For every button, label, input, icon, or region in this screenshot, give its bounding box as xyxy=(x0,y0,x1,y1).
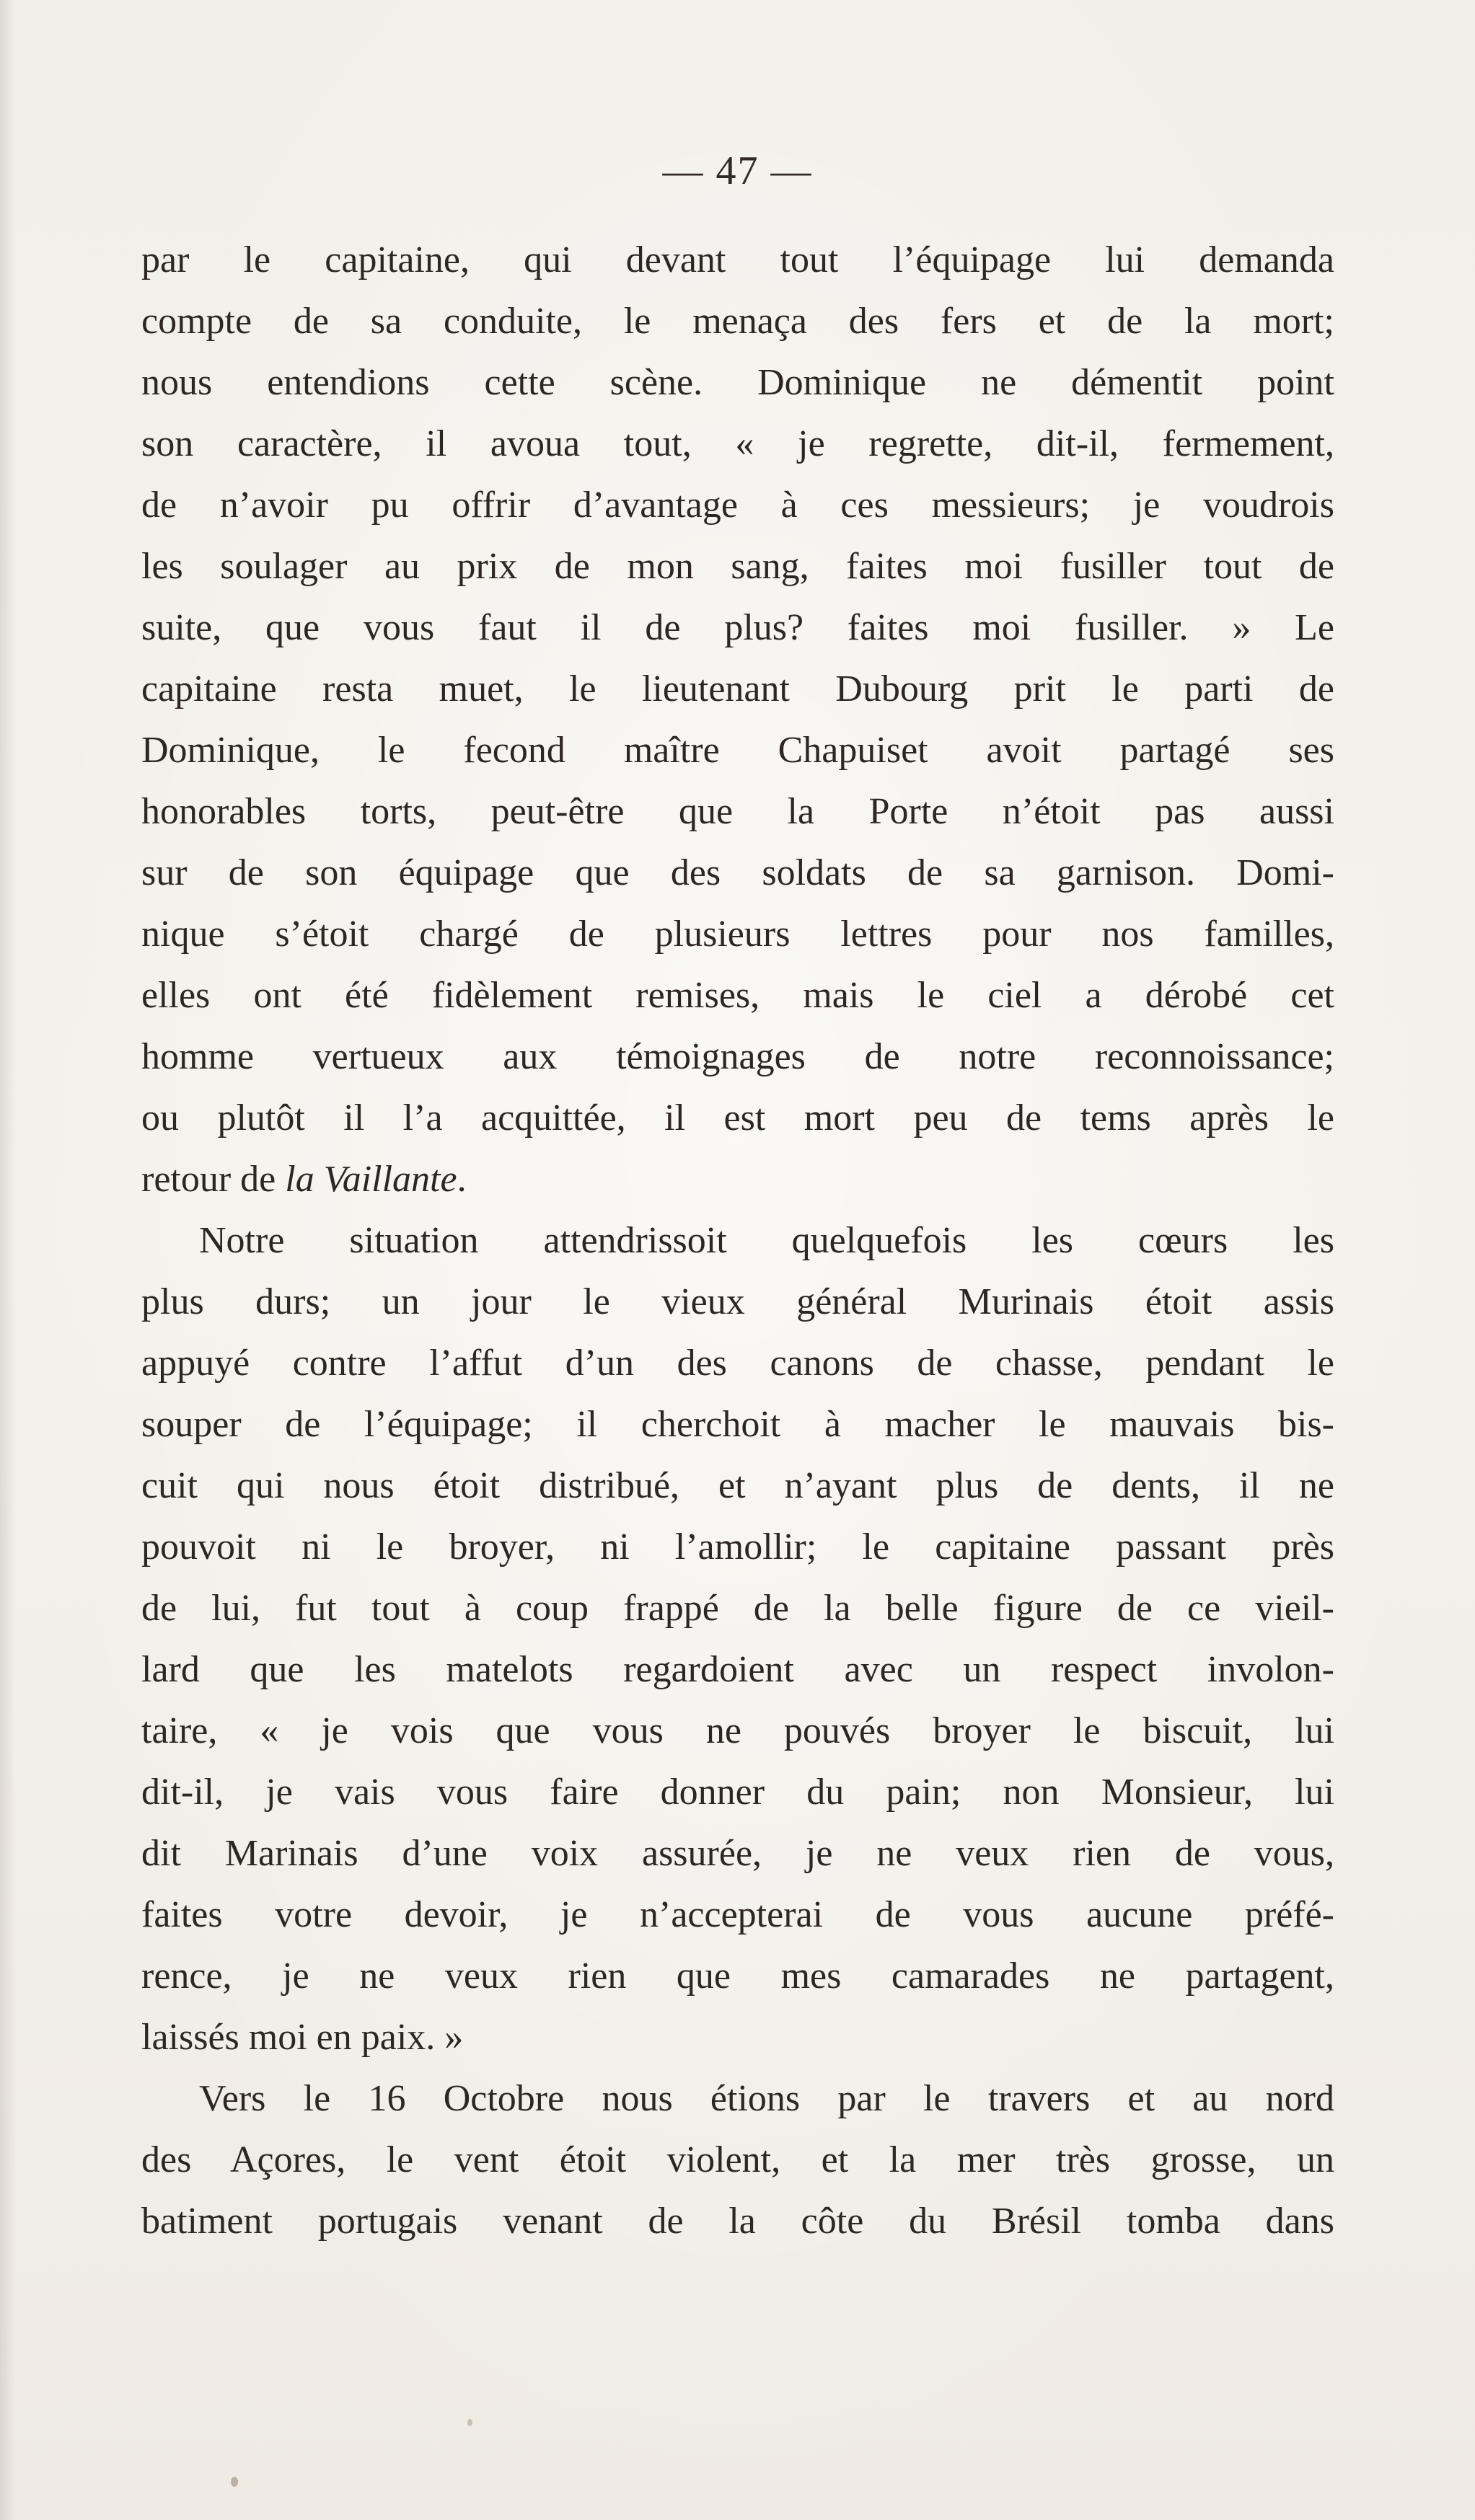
ship-name: la Vaillante xyxy=(285,1159,457,1200)
text-line: capitaine resta muet, le lieutenant Dubourg prit le parti de xyxy=(141,668,1334,709)
text-line: laissés moi en paix. » xyxy=(141,2017,464,2058)
text-line: dit-il, je vais vous faire donner du pain; non Monsieur, lui xyxy=(141,1772,1334,1813)
page-edge-shadow xyxy=(0,0,16,2520)
text-line: cuit qui nous étoit distribué, et n’ayant plus de dents, il ne xyxy=(141,1465,1334,1506)
text-line: lard que les matelots regardoient avec un respect involon- xyxy=(141,1649,1334,1690)
text-line: suite, que vous faut il de plus? faites moi fusiller. » Le xyxy=(141,607,1334,648)
text-line: ou plutôt il l’a acquittée, il est mort peu de tems après le xyxy=(141,1097,1334,1139)
paper-speck xyxy=(231,2477,238,2487)
text-line: faites votre devoir, je n’accepterai de vous aucune préfé- xyxy=(141,1894,1334,1935)
text-line: rence, je ne veux rien que mes camarades ne partagent, xyxy=(141,1955,1334,1997)
text-line: Notre situation attendrissoit quelquefois les cœurs les xyxy=(199,1220,1334,1261)
page-number: — 47 — xyxy=(662,149,813,193)
text-line: plus durs; un jour le vieux général Murinais étoit assis xyxy=(141,1281,1334,1322)
text-line: par le capitaine, qui devant tout l’équipage lui demanda xyxy=(141,239,1334,280)
text-line: de n’avoir pu offrir d’avantage à ces messieurs; je voudrois xyxy=(141,485,1334,526)
text-line: batiment portugais venant de la côte du Brésil tomba dans xyxy=(141,2201,1334,2242)
text-line: compte de sa conduite, le menaça des fers et de la mort; xyxy=(141,301,1334,342)
text-fragment: . xyxy=(457,1159,467,1200)
text-line: homme vertueux aux témoignages de notre reconnoissance; xyxy=(141,1036,1334,1077)
text-line: appuyé contre l’affut d’un des canons de chasse, pendant le xyxy=(141,1343,1334,1384)
text-line: Dominique, le fecond maître Chapuiset avoit partagé ses xyxy=(141,730,1334,771)
text-line: souper de l’équipage; il cherchoit à macher le mauvais bis- xyxy=(141,1404,1334,1445)
text-line: les soulager au prix de mon sang, faites moi fusiller tout de xyxy=(141,546,1334,587)
text-line: elles ont été fidèlement remises, mais le ciel a dérobé cet xyxy=(141,975,1334,1016)
text-line: de lui, fut tout à coup frappé de la belle figure de ce vieil- xyxy=(141,1588,1334,1629)
text-line: nous entendions cette scène. Dominique ne démentit point xyxy=(141,362,1334,403)
text-fragment: retour de xyxy=(141,1159,286,1200)
text-line: son caractère, il avoua tout, « je regrette, dit-il, fermement, xyxy=(141,423,1334,464)
text-line: sur de son équipage que des soldats de sa garnison. Domi- xyxy=(141,852,1334,893)
text-line: des Açores, le vent étoit violent, et la mer très grosse, un xyxy=(141,2139,1334,2180)
paper-speck xyxy=(467,2419,472,2426)
text-line: pouvoit ni le broyer, ni l’amollir; le capitaine passant près xyxy=(141,1526,1334,1568)
text-line xyxy=(141,1149,1334,1210)
text-line: dit Marinais d’une voix assurée, je ne veux rien de vous, xyxy=(141,1833,1334,1874)
text-line: honorables torts, peut-être que la Porte n’étoit pas aussi xyxy=(141,791,1334,832)
text-line: Vers le 16 Octobre nous étions par le travers et au nord xyxy=(199,2078,1334,2119)
text-line: nique s’étoit chargé de plusieurs lettres pour nos familles, xyxy=(141,914,1334,955)
body-text xyxy=(141,229,1334,2252)
text-line: taire, « je vois que vous ne pouvés broyer le biscuit, lui xyxy=(141,1710,1334,1751)
